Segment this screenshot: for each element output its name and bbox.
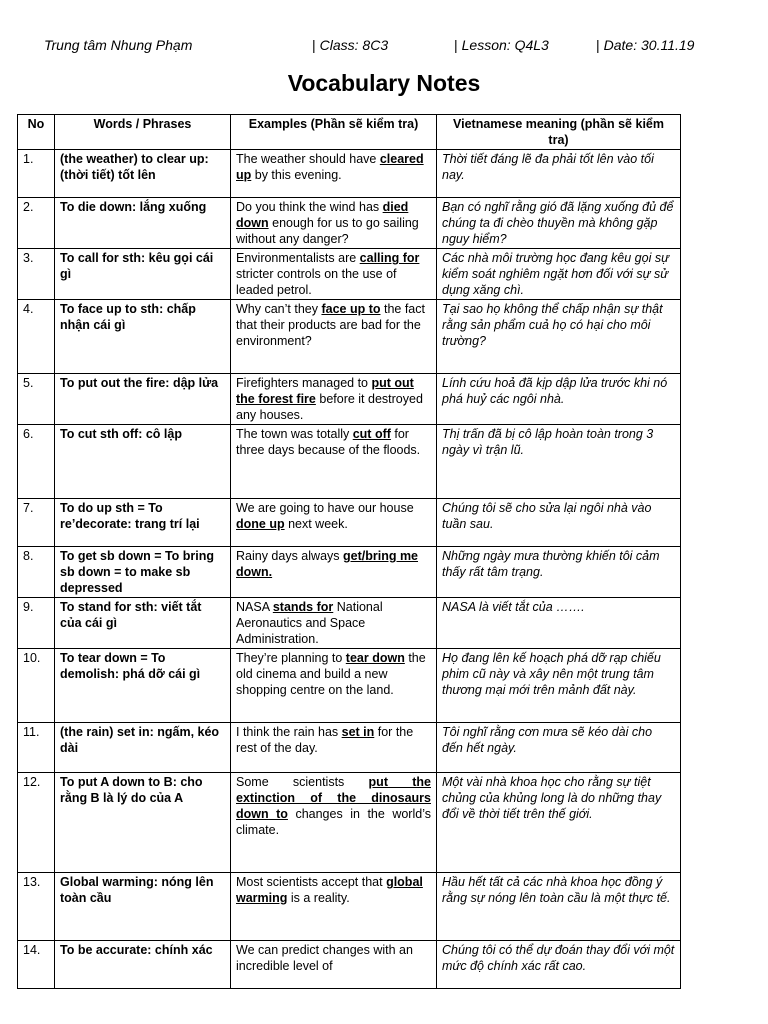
example-text: The town was totally: [236, 427, 353, 441]
key-phrase: died down: [236, 200, 409, 230]
example-text: Rainy days always: [236, 549, 343, 563]
row-number: 8.: [18, 547, 55, 598]
example-sentence: [231, 773, 437, 873]
example-text: the old cinema and build a new shopping centre on the land.: [236, 651, 426, 697]
key-phrase: face up to: [321, 302, 381, 316]
example-sentence: [231, 598, 437, 649]
table-header-row: [18, 115, 681, 150]
table-row: [18, 598, 681, 649]
col-meaning-header: Vietnamese meaning (phần sẽ kiểm tra): [437, 115, 681, 150]
class-label: Class: 8C3: [319, 37, 389, 53]
example-text: before it destroyed any houses.: [236, 392, 423, 422]
example-sentence: [231, 300, 437, 374]
example-sentence: [231, 547, 437, 598]
lesson-field: | Lesson: Q4L3: [454, 37, 549, 53]
vietnamese-meaning: Họ đang lên kế hoạch phá dỡ rạp chiếu phim cũ này và xây nên một trung tâm thương mại mới trên mảnh đất này.: [437, 649, 681, 723]
key-phrase: stands for: [272, 600, 334, 614]
example-text: Why can’t they: [236, 302, 322, 316]
col-no-header: No: [18, 115, 55, 150]
vietnamese-meaning: Một vài nhà khoa học cho rằng sự tiệt chủng của khủng long là do những thay đổi về thời tiết trên thế giới.: [437, 773, 681, 873]
key-phrase: cleared up: [236, 152, 424, 182]
example-sentence: [231, 873, 437, 941]
word-phrase: To put A down to B: cho rằng B là lý do của A: [55, 773, 231, 873]
vietnamese-meaning: Chúng tôi có thể dự đoán thay đổi với một mức độ chính xác rất cao.: [437, 941, 681, 989]
class-field: | Class: 8C3: [312, 37, 389, 53]
table-row: [18, 249, 681, 300]
example-text: is a reality.: [287, 891, 350, 905]
table-row: [18, 499, 681, 547]
key-phrase: put the extinction of the dinosaurs down to: [236, 775, 431, 821]
example-sentence: [231, 150, 437, 198]
example-text: We can predict changes with an incredible level of: [236, 943, 413, 973]
vietnamese-meaning: Thị trấn đã bị cô lập hoàn toàn trong 3 ngày vì trận lũ.: [437, 425, 681, 499]
word-phrase: To be accurate: chính xác: [55, 941, 231, 989]
key-phrase: done up: [236, 517, 285, 531]
key-phrase: global warming: [236, 875, 423, 905]
example-text: Do you think the wind has: [236, 200, 383, 214]
vietnamese-meaning: Bạn có nghĩ rằng gió đã lặng xuống đủ để chúng ta đi chèo thuyền mà không gặp nguy hiểm?: [437, 198, 681, 249]
example-sentence: [231, 198, 437, 249]
example-text: The weather should have: [236, 152, 380, 166]
word-phrase: To tear down = To demolish: phá dỡ cái gì: [55, 649, 231, 723]
key-phrase: tear down: [345, 651, 405, 665]
col-words-header: Words / Phrases: [55, 115, 231, 150]
example-sentence: [231, 723, 437, 773]
example-sentence: [231, 425, 437, 499]
word-phrase: (the rain) set in: ngấm, kéo dài: [55, 723, 231, 773]
vietnamese-meaning: Lính cứu hoả đã kịp dập lửa trước khi nó phá huỷ các ngôi nhà.: [437, 374, 681, 425]
example-text: Environmentalists are: [236, 251, 360, 265]
word-phrase: To get sb down = To bring sb down = to make sb depressed: [55, 547, 231, 598]
example-text: We are going to have our house: [236, 501, 414, 515]
key-phrase: calling for: [359, 251, 420, 265]
table-row: [18, 547, 681, 598]
word-phrase: To face up to sth: chấp nhận cái gì: [55, 300, 231, 374]
table-row: [18, 374, 681, 425]
center-name: Trung tâm Nhung Phạm: [44, 37, 193, 53]
word-phrase: To call for sth: kêu gọi cái gì: [55, 249, 231, 300]
example-text: the fact that their products are bad for the environment?: [236, 302, 425, 348]
table-row: [18, 150, 681, 198]
row-number: 1.: [18, 150, 55, 198]
vietnamese-meaning: Những ngày mưa thường khiến tôi cảm thấy rất tâm trạng.: [437, 547, 681, 598]
example-text: changes in the world’s climate.: [236, 807, 431, 837]
example-text: I think the rain has: [236, 725, 342, 739]
example-text: for three days because of the floods.: [236, 427, 421, 457]
example-text: They’re planning to: [236, 651, 346, 665]
word-phrase: Global warming: nóng lên toàn cầu: [55, 873, 231, 941]
date-field: | Date: 30.11.19: [596, 37, 695, 53]
vietnamese-meaning: Chúng tôi sẽ cho sửa lại ngôi nhà vào tuần sau.: [437, 499, 681, 547]
row-number: 5.: [18, 374, 55, 425]
vocabulary-table: [17, 114, 681, 989]
example-text: by this evening.: [251, 168, 342, 182]
vietnamese-meaning: Hầu hết tất cả các nhà khoa học đồng ý rằng sự nóng lên toàn cầu là một thực tế.: [437, 873, 681, 941]
example-text: Most scientists accept that: [236, 875, 387, 889]
vietnamese-meaning: NASA là viết tắt của …….: [437, 598, 681, 649]
vietnamese-meaning: Thời tiết đáng lẽ đa phải tốt lên vào tối nay.: [437, 150, 681, 198]
word-phrase: To stand for sth: viết tắt của cái gì: [55, 598, 231, 649]
table-row: [18, 198, 681, 249]
example-text: National Aeronautics and Space Administration.: [236, 600, 383, 646]
key-phrase: get/bring me down.: [236, 549, 419, 579]
table-row: [18, 873, 681, 941]
key-phrase: set in: [341, 725, 375, 739]
word-phrase: (the weather) to clear up: (thời tiết) tốt lên: [55, 150, 231, 198]
word-phrase: To cut sth off: cô lập: [55, 425, 231, 499]
example-text: stricter controls on the use of leaded petrol.: [236, 267, 397, 297]
example-sentence: [231, 649, 437, 723]
word-phrase: To die down: lắng xuống: [55, 198, 231, 249]
word-phrase: To put out the fire: dập lửa: [55, 374, 231, 425]
row-number: 14.: [18, 941, 55, 989]
col-examples-header: Examples (Phần sẽ kiểm tra): [231, 115, 437, 150]
example-text: enough for us to go sailing without any danger?: [236, 216, 419, 246]
row-number: 6.: [18, 425, 55, 499]
table-row: [18, 941, 681, 989]
example-sentence: [231, 941, 437, 989]
key-phrase: put out the forest fire: [236, 376, 414, 406]
example-text: for the rest of the day.: [236, 725, 414, 755]
row-number: 2.: [18, 198, 55, 249]
example-text: NASA: [236, 600, 273, 614]
page-title: Vocabulary Notes: [287, 70, 481, 96]
row-number: 10.: [18, 649, 55, 723]
table-row: [18, 300, 681, 374]
lesson-label: Lesson: Q4L3: [461, 37, 549, 53]
table-row: [18, 723, 681, 773]
example-sentence: [231, 249, 437, 300]
vietnamese-meaning: Tại sao họ không thể chấp nhận sự thật rằng sản phẩm cuả họ có hại cho môi trường?: [437, 300, 681, 374]
word-phrase: To do up sth = To re’decorate: trang trí lại: [55, 499, 231, 547]
row-number: 11.: [18, 723, 55, 773]
vietnamese-meaning: Các nhà môi trường học đang kêu gọi sự kiểm soát nghiêm ngặt hơn đối với sự sử dụng xăng chì.: [437, 249, 681, 300]
table-row: [18, 649, 681, 723]
row-number: 4.: [18, 300, 55, 374]
row-number: 9.: [18, 598, 55, 649]
example-text: Firefighters managed to: [236, 376, 372, 390]
example-sentence: [231, 499, 437, 547]
row-number: 13.: [18, 873, 55, 941]
date-label: Date: 30.11.19: [603, 37, 695, 53]
row-number: 3.: [18, 249, 55, 300]
table-row: [18, 773, 681, 873]
row-number: 7.: [18, 499, 55, 547]
row-number: 12.: [18, 773, 55, 873]
vietnamese-meaning: Tôi nghĩ rằng cơn mưa sẽ kéo dài cho đến hết ngày.: [437, 723, 681, 773]
example-sentence: [231, 374, 437, 425]
example-text: next week.: [284, 517, 348, 531]
key-phrase: cut off: [352, 427, 391, 441]
table-row: [18, 425, 681, 499]
example-text: Some scientists: [236, 775, 369, 789]
